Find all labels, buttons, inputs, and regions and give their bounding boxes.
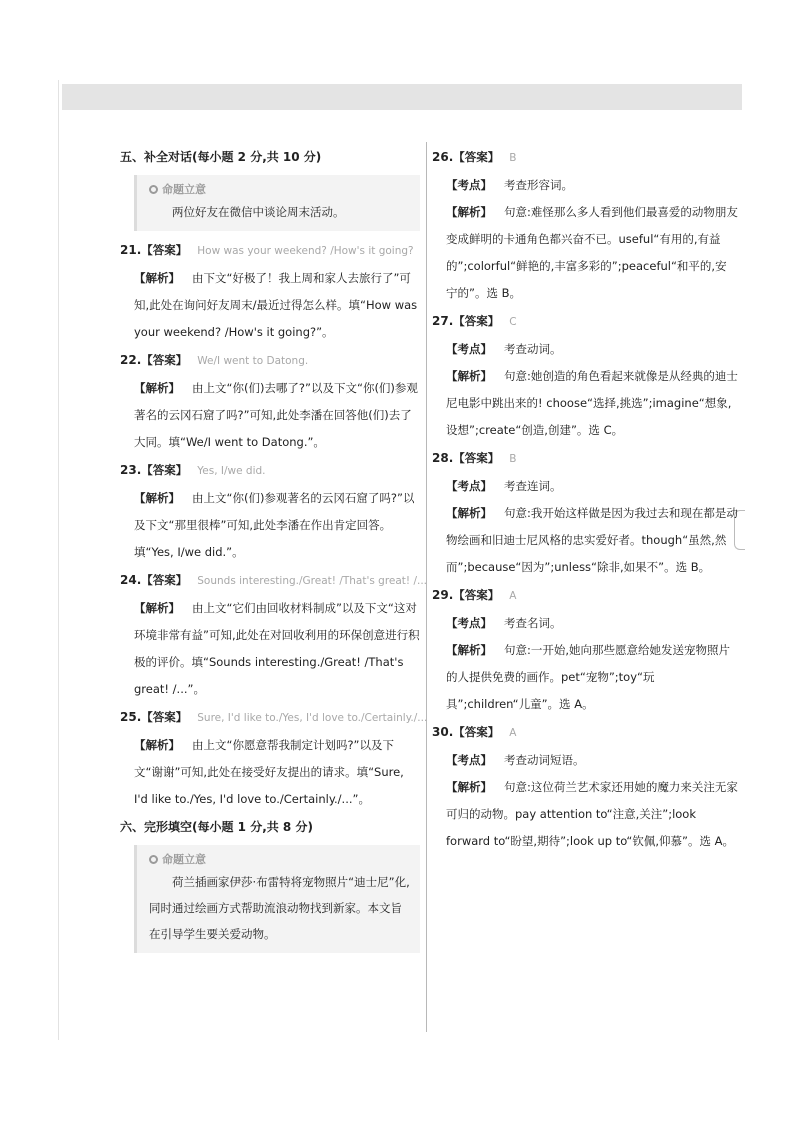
question-number: 28. <box>432 451 454 465</box>
question-number: 25. <box>120 710 142 724</box>
intent-box <box>134 845 420 953</box>
analysis-text: 由下文“好极了！我上周和家人去旅行了”可知,此处在询问好友周末/最近过得怎么样。填“How was your weekend? /How's it going?”。 <box>134 271 418 339</box>
question-number: 26. <box>432 150 454 164</box>
section-title: 六、完形填空(每小题 1 分,共 8 分) <box>120 820 313 834</box>
answer-value: B <box>509 453 517 465</box>
point-label: 【考点】 <box>446 342 492 356</box>
analysis-label: 【解析】 <box>134 381 180 395</box>
target-icon <box>149 855 158 864</box>
answer-value: Yes, I/we did. <box>197 465 266 477</box>
point-label: 【考点】 <box>446 479 492 493</box>
analysis-label: 【解析】 <box>446 780 492 794</box>
question-number: 27. <box>432 314 454 328</box>
answer-row <box>432 582 738 610</box>
question-number: 24. <box>120 573 142 587</box>
point-text: 考查动词。 <box>504 342 562 356</box>
target-icon <box>149 185 158 194</box>
analysis-label: 【解析】 <box>446 369 492 383</box>
question-item <box>120 457 420 566</box>
analysis-paragraph <box>432 774 738 855</box>
answer-value: C <box>509 316 517 328</box>
analysis-text: 由上文“它们由回收材料制成”以及下文“这对环境非常有益”可知,此处在对回收利用的环保创意进行积极的评价。填“Sounds interesting./Great! /That's great! /...”。 <box>134 601 420 696</box>
analysis-label: 【解析】 <box>134 491 180 505</box>
question-item <box>432 582 738 718</box>
header-band <box>62 84 742 110</box>
answer-label: 【答案】 <box>141 710 188 724</box>
answer-row <box>120 457 420 485</box>
analysis-paragraph <box>432 637 738 718</box>
analysis-text: 由上文“你(们)参观著名的云冈石窟了吗?”以及下文“那里很棒”可知,此处李潘在作出肯定回答。填“Yes, I/we did.”。 <box>134 491 415 559</box>
analysis-label: 【解析】 <box>446 506 492 520</box>
question-number: 22. <box>120 353 142 367</box>
answer-value: A <box>509 590 517 602</box>
analysis-paragraph <box>432 199 738 307</box>
analysis-paragraph <box>120 485 420 566</box>
question-number: 21. <box>120 243 142 257</box>
point-row <box>432 747 738 774</box>
analysis-label: 【解析】 <box>134 738 180 752</box>
answer-label: 【答案】 <box>141 573 188 587</box>
point-text: 考查名词。 <box>504 616 562 630</box>
answer-row <box>120 567 428 595</box>
point-text: 考查形容词。 <box>504 178 573 192</box>
question-item <box>432 144 738 307</box>
question-item <box>432 445 738 581</box>
analysis-text: 由上文“你(们)去哪了?”以及下文“你(们)参观著名的云冈石窟了吗?”可知,此处李潘在回答他(们)去了大同。填“We/I went to Datong.”。 <box>134 381 418 449</box>
answer-label: 【答案】 <box>453 150 500 164</box>
analysis-text: 由上文“你愿意帮我制定计划吗?”以及下文“谢谢”可知,此处在接受好友提出的请求。填“Sure, I'd like to./Yes, I'd love to./Certainly./...”。 <box>134 738 404 806</box>
analysis-paragraph <box>432 500 738 581</box>
analysis-label: 【解析】 <box>134 601 180 615</box>
question-item <box>432 719 738 855</box>
answer-label: 【答案】 <box>453 314 500 328</box>
binding-line <box>58 80 59 1040</box>
analysis-text: 句意:她创造的角色看起来就像是从经典的迪士尼电影中跳出来的! choose“选择,挑选”;imagine“想象,设想”;create“创造,创建”。选 C。 <box>446 369 738 437</box>
point-row <box>432 610 738 637</box>
point-label: 【考点】 <box>446 178 492 192</box>
question-item <box>120 237 420 346</box>
analysis-label: 【解析】 <box>446 205 492 219</box>
analysis-text: 句意:我开始这样做是因为我过去和现在都是动物绘画和旧迪士尼风格的忠实爱好者。though“虽然,然而”;because“因为”;unless“除非,如果不”。选 B。 <box>446 506 738 574</box>
analysis-paragraph <box>120 595 420 703</box>
answer-row <box>432 144 738 172</box>
analysis-label: 【解析】 <box>134 271 180 285</box>
answer-label: 【答案】 <box>141 463 188 477</box>
answer-label: 【答案】 <box>141 353 188 367</box>
question-item <box>120 567 428 703</box>
column-divider <box>426 142 427 1032</box>
question-number: 23. <box>120 463 142 477</box>
answer-value: Sounds interesting./Great! /That's great! /... <box>197 575 428 587</box>
analysis-text: 句意:难怪那么多人看到他们最喜爱的动物朋友变成鲜明的卡通角色都兴奋不已。useful“有用的,有益的”;colorful“鲜艳的,丰富多彩的”;peaceful“和平的,安宁的”。选 B。 <box>446 205 738 300</box>
analysis-paragraph <box>120 732 420 813</box>
question-item <box>120 347 420 456</box>
question-number: 30. <box>432 725 454 739</box>
answer-row <box>120 237 420 265</box>
intent-tag: 命题立意 <box>149 181 410 199</box>
question-number: 29. <box>432 588 454 602</box>
intent-text: 两位好友在微信中谈论周末活动。 <box>172 205 345 219</box>
question-item <box>432 308 738 444</box>
point-row <box>432 172 738 199</box>
intent-box <box>134 175 420 231</box>
answer-value: How was your weekend? /How's it going? <box>197 245 414 257</box>
answer-label: 【答案】 <box>453 725 500 739</box>
analysis-text: 句意:一开始,她向那些愿意给她发送宠物照片的人提供免费的画作。pet“宠物”;toy“玩具”;children“儿童”。选 A。 <box>446 643 731 711</box>
point-row <box>432 336 738 363</box>
answer-row <box>120 347 420 375</box>
answer-label: 【答案】 <box>141 243 188 257</box>
question-item <box>120 704 428 813</box>
section-title: 五、补全对话(每小题 2 分,共 10 分) <box>120 150 322 164</box>
answer-row <box>432 308 738 336</box>
left-column <box>120 144 428 959</box>
answer-label: 【答案】 <box>453 588 500 602</box>
answer-value: We/I went to Datong. <box>197 355 309 367</box>
analysis-paragraph <box>120 375 420 456</box>
answer-row <box>432 445 738 473</box>
answer-value: A <box>509 727 517 739</box>
point-text: 考查动词短语。 <box>504 753 585 767</box>
answer-row <box>120 704 428 732</box>
right-column <box>432 144 738 856</box>
point-label: 【考点】 <box>446 616 492 630</box>
analysis-paragraph <box>120 265 420 346</box>
answer-label: 【答案】 <box>453 451 500 465</box>
point-text: 考查连词。 <box>504 479 562 493</box>
analysis-label: 【解析】 <box>446 643 492 657</box>
answer-value: Sure, I'd like to./Yes, I'd love to./Certainly./... <box>197 712 428 724</box>
answer-value: B <box>509 152 517 164</box>
intent-text: 荷兰插画家伊莎·布雷特将宠物照片“迪士尼”化,同时通过绘画方式帮助流浪动物找到新家。本文旨在引导学生要关爱动物。 <box>149 875 410 941</box>
analysis-text: 句意:这位荷兰艺术家还用她的魔力来关注无家可归的动物。pay attention to“注意,关注”;look forward to“盼望,期待”;look up to“钦佩,仰慕”。选 A。 <box>446 780 738 848</box>
point-label: 【考点】 <box>446 753 492 767</box>
answer-row <box>432 719 738 747</box>
point-row <box>432 473 738 500</box>
analysis-paragraph <box>432 363 738 444</box>
intent-tag: 命题立意 <box>149 851 410 869</box>
